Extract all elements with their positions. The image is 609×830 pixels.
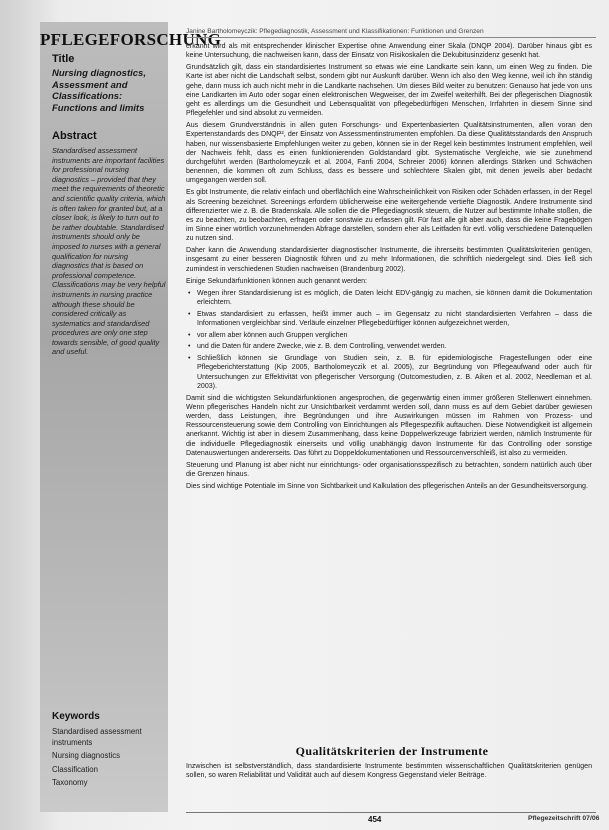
abstract-label: Abstract <box>52 130 97 142</box>
journal-issue: Pflegezeitschrift 07/06 <box>528 815 600 822</box>
page-number: 454 <box>368 815 382 824</box>
footer-divider <box>186 812 596 813</box>
section-heading: Qualitätskriterien der Instrumente <box>295 744 489 758</box>
bullet-item: • und die Daten für andere Zwecke, wie z. B. dem Controlling, verwendet werden. <box>197 342 592 351</box>
running-head: Janine Bartholomeyczik: Pflegediagnostik, Assessment und Klassifikationen: Funktionen und Grenzen <box>186 28 596 38</box>
title-label: Title <box>52 53 75 65</box>
keyword-item: Classification <box>52 764 98 774</box>
section-paragraph: Inzwischen ist selbstverständlich, dass standardisierte Instrumente bestimmten wissenschaftlichen Qualitätskriterien genügen sollen, so waren Reliabilität und Validität auch auf diesem Kongress Gegenstand vieler Beiträge. <box>186 763 592 780</box>
bullet-item: • Wegen ihrer Standardisierung ist es möglich, die Daten leicht EDV-gängig zu machen, sie können damit die Dokumentation erleichtern. <box>197 289 592 307</box>
abstract-text: Standardised assessment instruments are important facilities for professional nursing diagnostics – provided that they meet the requirements of theoretic and scientific quality criteria, which is often taken for granted but, at a closer look, is likely to turn out to be rather doubtable. Standardised instruments should only be imposed to nurses with a general qualification for nursing diagnostics that is based on professional competence. Classifications may be very helpful instruments in nursing practice although these should be considered critically as systematics and standardised procedures are only one step towards sensible, of good quality and useful. <box>52 146 166 357</box>
keyword-item: Standardised assessment instruments <box>52 727 142 747</box>
paragraph: Dies sind wichtige Potentiale im Sinne von Sichtbarkeit und Kalkulation des pflegerischen Anteils an der Gesundheitsversorgung. <box>186 483 588 491</box>
journal-brand: PFLEGEFORSCHUNG <box>40 30 222 49</box>
bullet-item: • Etwas standardisiert zu erfassen, heißt immer auch – im Gegensatz zu nicht standardisierten Verfahren – dass die Informationen vergleichbar sind. Verläufe einzelner Pflegebedürftiger können aufgezeichnet werden, <box>197 310 592 328</box>
paragraph: Grundsätzlich gilt, dass ein standardisiertes Instrument so etwas wie eine Landkarte sein kann, um einen Weg zu finden. Die Karte ist aber nicht die Landschaft selbst, sondern gibt nur Auskunft darüber. Wenn ich also den Weg kenne, weil ich ihn ständig gehe, dann muss ich auch nicht mehr in die Landkarte nachsehen. Um dieses Bild weiter zu benutzen: Genauso hat jede von uns eine Landkarten im Auto oder sogar einen elektronischen Wegweiser, der im Zweifel weiterhilft. Bei der pflegerischen Diagnostik geht es allerdings um die Gesundheit und Lebensqualität von pflegebedürftigen Menschen, Irrfahrten in diesem Sinne sind Pflegefehler und sind absolut zu vermeiden. <box>186 64 592 118</box>
keywords-label: Keywords <box>52 711 100 722</box>
keyword-item: Nursing diagnostics <box>52 751 121 760</box>
english-title: Nursing diagnostics, Assessment and Classifications: Functions and limits <box>52 68 146 114</box>
article-body <box>186 42 592 494</box>
paragraph: Steuerung und Planung ist aber nicht nur einrichtungs- oder organisationsspezifisch zu betrachten, sondern natürlich auch über die Grenzen hinaus. <box>186 461 592 479</box>
paragraph: Daher kann die Anwendung standardisierter diagnostischer Instrumente, die ihrerseits bestimmten Qualitätskriterien genügen, insgesamt zu einer besseren Diagnostik führen und zu mehr Informationen, die schriftlich niedergelegt sind. Dies ließ sich zumindest in verschiedenen Studien nachweisen (Brandenburg 2002). <box>186 247 592 273</box>
paragraph: erkannt wird als mit entsprechender klinischer Expertise ohne Anwendung einer Skala (DNQP 2004). Darüber hinaus gibt es keine Untersuchung, die nachweisen kann, dass der Einsatz von Risikoskalen die Dekubitusinzidenz gesenkt hat. <box>186 43 592 60</box>
paragraph: Es gibt Instrumente, die relativ einfach und oberflächlich eine Wahrscheinlichkeit von Risiken oder Schäden erfassen, in der Regel als Screening bezeichnet. Screenings erfordern üblicherweise eine weitergehende vertiefte Diagnostik. Andere Instrumente sind differenzierter wie z. B. die Bradenskala. Alle sollen die die Pflegediagnostik steuern, die Nutzer auf bestimmte Inhalte stoßen, die es zu beachten, zu beobachten, erfragen oder sonstwie zu erfassen gilt. Für fast alle gilt aber auch, dass die keine Fragebögen im Sinne einer wörtlich vorzunehmenden Abfrage darstellen, sondern eher als Leitfaden für evtl. völlig verschiedene Datenquellen zu nutzen sind. <box>186 189 592 243</box>
paragraph: Einige Sekundärfunktionen können auch genannt werden: <box>186 277 368 285</box>
bullet-item: • Schließlich können sie Grundlage von Studien sein, z. B. für epidemiologische Fragestellungen oder eine Pflegeberichterstattung (Kip 2005, Bartholomeyczik et al. 2005), zur Begründung von Pflegeaufwand oder auch für Untersuchungen zur Effektivität von pflegerischer Versorgung (Outcomestudien, z. B. Aiken et al. 2002, Needleman et al. 2003). <box>197 354 592 391</box>
keyword-item: Taxonomy <box>52 778 88 787</box>
paragraph: Aus diesem Grundverständnis in allen guten Forschungs- und Expertenbasierten Qualitätsinstrumenten, allen voran den Expertenstandards des DNQP², der Einsatz von Assessmentinstrumenten empfohlen. Da diese Qualitätsstandards den Anspruch haben, nur wissensbasierte Empfehlungen weiter zu geben, können sie in der Regel kein bestimmtes Instrument empfehlen, weil der Nachweis fehlt, dass es einen funktionierenden Goldstandard gibt. Systematische Vergleiche, wie sie zunehmend durchgeführt werden (Bartholomeyczik et al. 2004, Fanfi 2004, Schreier 2006) können allerdings Stärken und Schwächen benennen, die kommen oft zum Schluss, dass es bessere und schlechtere Skalen gibt, mit denen jeweils aber bedacht umgegangen werden soll. <box>186 122 592 185</box>
keywords-list <box>52 727 168 792</box>
bullet-item: • vor allem aber können auch Gruppen verglichen <box>197 331 592 340</box>
paragraph: Damit sind die wichtigsten Sekundärfunktionen angesprochen, die gegenwärtig einen immer größeren Stellenwert einnehmen. Wenn pflegerisches Handeln nicht zur Unsichtbarkeit verdammt werden soll, dann muss es auf dem Gebiet darüber gewiesen werden, dass Leistungen, ihre Begründungen und ihre Auswirkungen müssen im Rahmen von Prozess- und Ressourcensteuerung sowie dem Controlling von Einrichtungen als Pflegespezifik auftauchen. Diese Notwendigkeit ist allgemein anerkannt. Wichtig ist aber in diesem Zusammenhang, dass keine Doppelwerkzeuge fabriziert werden, nämlich Instrumente für die individuelle Pflegediagnostik einerseits und völlig unabhängig davon Instrumente für das Controlling oder sonstige Datenauswertungen andererseits. Das führt zu Doppeldokumentationen und Ressourcenverschleiß, ist also zu vermeiden. <box>186 394 592 457</box>
bullet-list <box>186 289 592 391</box>
